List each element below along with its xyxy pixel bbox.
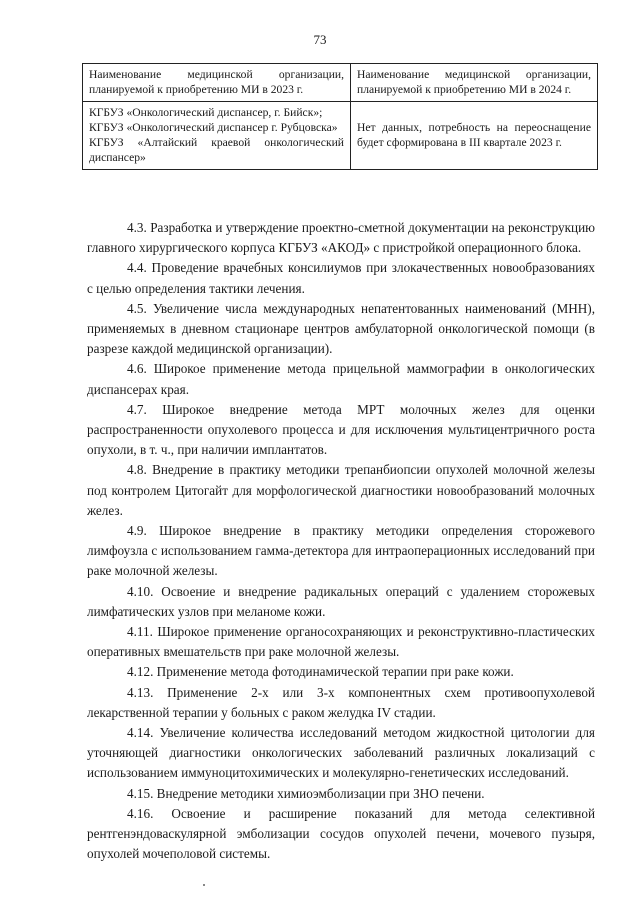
table-header-2023: Наименование медицинской организации, планируемой к приобретению МИ в 2023 г. [83, 64, 351, 102]
paragraph-4-12: 4.12. Применение метода фотодинамической терапии при раке кожи. [127, 664, 514, 680]
organization-akod: КГБУЗ «Алтайский краевой онкологический диспансер» [89, 136, 344, 165]
organizations-2023-cell [83, 102, 351, 170]
measures-list [87, 218, 595, 865]
paragraph-4-5: 4.5. Увеличение числа международных непатентованных наименований (МНН), применяемых в дневном стационаре центров амбулаторной онкологической помощи (в разрезе каждой медицинской организации). [87, 300, 595, 357]
scan-speck [203, 884, 205, 886]
paragraph-4-11: 4.11. Широкое применение органосохраняющих и реконструктивно-пластических оперативных вмешательств при раке молочной железы. [87, 624, 595, 660]
paragraph-4-16: 4.16. Освоение и расширение показаний для метода селективной рентгенэндоваскулярной эмболизации сосудов опухолей печени, мочевого пузыря, опухолей мочеполовой системы. [87, 805, 595, 862]
paragraph-4-8: 4.8. Внедрение в практику методики трепанбиопсии опухолей молочной железы под контролем Цитогайт для морфологической диагностики новообразований молочных желез. [87, 462, 595, 518]
paragraph-4-7: 4.7. Широкое внедрение метода МРТ молочных желез для оценки распространенности опухолевого процесса и для исключения мультицентричного роста опухоли, в т. ч., при наличии имплантатов. [87, 401, 595, 458]
table-header-row [83, 64, 598, 102]
medical-organizations-table [82, 63, 598, 170]
paragraph-4-6: 4.6. Широкое применение метода прицельной маммографии в онкологических диспансерах края. [87, 361, 595, 397]
paragraph-4-4: 4.4. Проведение врачебных консилиумов при злокачественных новообразованиях с целью определения тактики лечения. [87, 260, 595, 296]
organizations-2024-cell: Нет данных, потребность на переоснащение будет сформирована в III квартале 2023 г. [351, 102, 598, 170]
paragraph-4-14: 4.14. Увеличение количества исследований методом жидкостной цитологии для уточняющей диагностики онкологических заболеваний различных локализаций с использованием иммуноцитохимических и молекулярно-генетических исследований. [87, 725, 595, 781]
table-header-2024: Наименование медицинской организации, планируемой к приобретению МИ в 2024 г. [351, 64, 598, 102]
organization-rubtsovsk: КГБУЗ «Онкологический диспансер г. Рубцовска» [89, 121, 338, 135]
paragraph-4-15: 4.15. Внедрение методики химиоэмболизации при ЗНО печени. [127, 785, 485, 801]
page-number: 73 [313, 32, 327, 47]
table-row [83, 102, 598, 170]
organization-biysk: КГБУЗ «Онкологический диспансер, г. Бийск»; [89, 106, 323, 120]
paragraph-4-13: 4.13. Применение 2-х или 3-х компонентных схем противоопухолевой лекарственной терапии у больных с раком желудка IV стадии. [87, 684, 595, 720]
paragraph-4-3: 4.3. Разработка и утверждение проектно-сметной документации на реконструкцию главного хирургического корпуса КГБУЗ «АКОД» с пристройкой операционного блока. [87, 220, 595, 256]
paragraph-4-9: 4.9. Широкое внедрение в практику методики определения сторожевого лимфоузла с использованием гамма-детектора для интраоперационных исследований при раке молочной железы. [87, 523, 595, 579]
paragraph-4-10: 4.10. Освоение и внедрение радикальных операций с удалением сторожевых лимфатических узлов при меланоме кожи. [87, 583, 595, 619]
